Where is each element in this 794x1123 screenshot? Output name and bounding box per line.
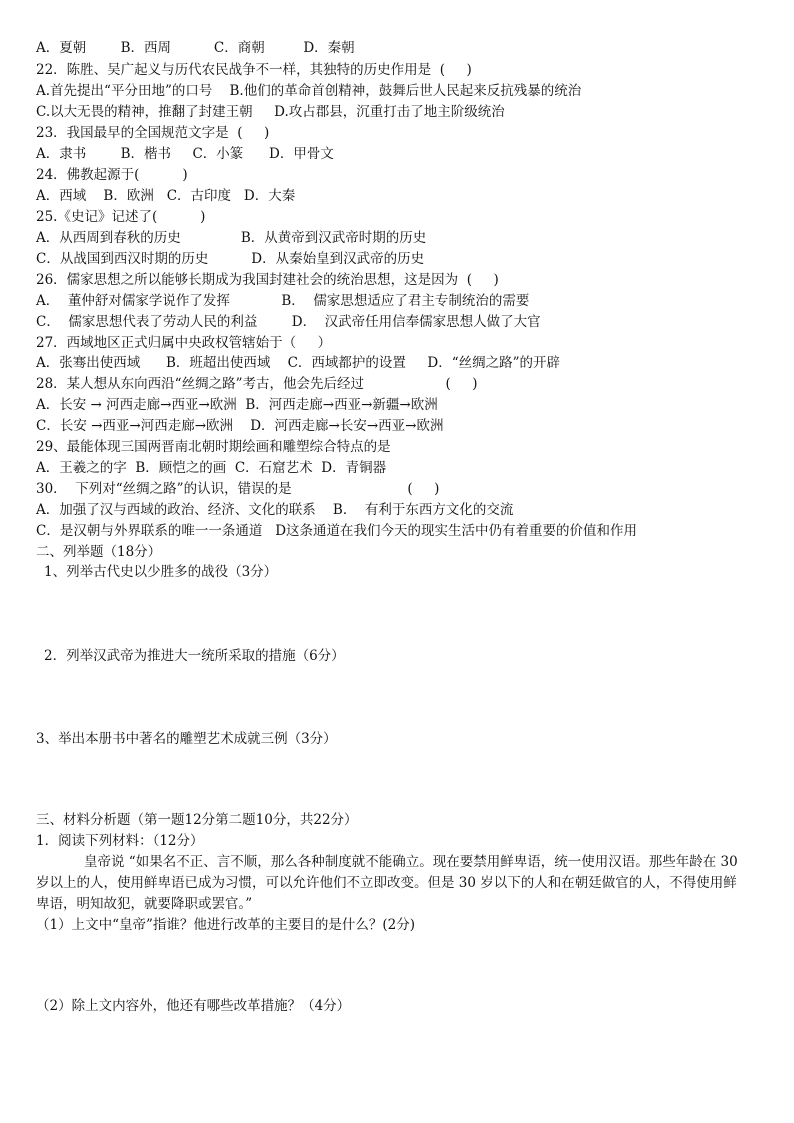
q30-options-cd: C．是汉朝与外界联系的唯一一条通道 D这条通道在我们今天的现实生活中仍有着重要的价值和作用 <box>36 523 638 539</box>
q26-options-ab: A． 董仲舒对儒家学说作了发挥 B． 儒家思想适应了君主专制统治的需要 <box>36 293 530 309</box>
q21-options: A．夏朝 B．西周 C．商朝 D．秦朝 <box>36 40 355 56</box>
section-two-heading: 二、列举题（18分） <box>36 544 162 560</box>
q23-stem: 23．我国最早的全国规范文字是 ( ) <box>36 125 270 141</box>
q27-stem: 27．西域地区正式归属中央政权管辖始于（ ） <box>36 335 332 351</box>
q23-options: A．隶书 B．楷书 C．小篆 D．甲骨文 <box>36 146 334 162</box>
q30-stem: 30． 下列对“丝绸之路”的认识，错误的是 ( ) <box>36 481 440 497</box>
list-question-1: 1、列举古代史以少胜多的战役（3分） <box>44 564 278 580</box>
q22-options-ab: A.首先提出“平分田地”的口号 B.他们的革命首创精神，鼓舞后世人民起来反抗残暴的统治 <box>36 83 582 99</box>
material-passage-line-3: 卑语，明知故犯，就要降职或罢官。” <box>36 896 253 912</box>
q25-stem: 25.《史记》记述了( ) <box>36 209 206 225</box>
material-passage-line-1: 皇帝说 “如果名不正、言不顺，那么各种制度就不能确立。现在要禁用鲜卑语，统一使用汉语。那些年龄在 30 <box>84 854 738 870</box>
q26-stem: 26．儒家思想之所以能够长期成为我国封建社会的统治思想，这是因为 ( ) <box>36 272 499 288</box>
material-subquestion-2: （2）除上文内容外，他还有哪些改革措施？（4分） <box>36 998 351 1014</box>
material-1-heading: 1．阅读下列材料：（12分） <box>36 833 204 849</box>
q29-stem: 29、最能体现三国两晋南北朝时期绘画和雕塑综合特点的是 <box>36 439 391 455</box>
q28-options-ab: A．长安 → 河西走廊→西亚→欧洲 B．河西走廊→西亚→新疆→欧洲 <box>36 397 438 413</box>
material-subquestion-1: （1）上文中“皇帝”指谁？他进行改革的主要目的是什么？(2分) <box>36 917 416 933</box>
list-question-2: 2．列举汉武帝为推进大一统所采取的措施（6分） <box>44 648 345 664</box>
q29-options: A．王羲之的字 B．顾恺之的画 C．石窟艺术 D．青铜器 <box>36 460 387 476</box>
q28-stem: 28．某人想从东向西沿“丝绸之路”考古，他会先后经过 ( ) <box>36 376 478 392</box>
q26-options-cd: C． 儒家思想代表了劳动人民的利益 D． 汉武帝任用信奉儒家思想人做了大官 <box>36 314 541 330</box>
q22-options-cd: C.以大无畏的精神，推翻了封建王朝 D.攻占郡县，沉重打击了地主阶级统治 <box>36 104 505 120</box>
q24-options: A．西域 B．欧洲 C．古印度 D．大秦 <box>36 188 296 204</box>
material-passage-line-2: 岁以上的人，使用鲜卑语已成为习惯，可以允许他们不立即改变。但是 30 岁以下的人和在朝廷做官的人，不得使用鲜 <box>36 875 737 891</box>
q24-stem: 24．佛教起源于( ) <box>36 167 188 183</box>
q30-options-ab: A．加强了汉与西域的政治、经济、文化的联系 B． 有利于东西方文化的交流 <box>36 502 514 518</box>
list-question-3: 3、举出本册书中著名的雕塑艺术成就三例（3分） <box>36 731 337 747</box>
q25-options-ab: A．从西周到春秋的历史 B．从黄帝到汉武帝时期的历史 <box>36 230 427 246</box>
section-three-heading: 三、材料分析题（第一题12分第二题10分，共22分） <box>36 812 358 828</box>
q28-options-cd: C．长安 →西亚→河西走廊→欧洲 D．河西走廊→长安→西亚→欧洲 <box>36 418 444 434</box>
q22-stem: 22．陈胜、吴广起义与历代农民战争不一样，其独特的历史作用是 ( ) <box>36 62 472 78</box>
q27-options: A．张骞出使西域 B．班超出使西域 C．西域都护的设置 D．“丝绸之路”的开辟 <box>36 355 560 371</box>
q25-options-cd: C．从战国到西汉时期的历史 D．从秦始皇到汉武帝的历史 <box>36 251 425 267</box>
